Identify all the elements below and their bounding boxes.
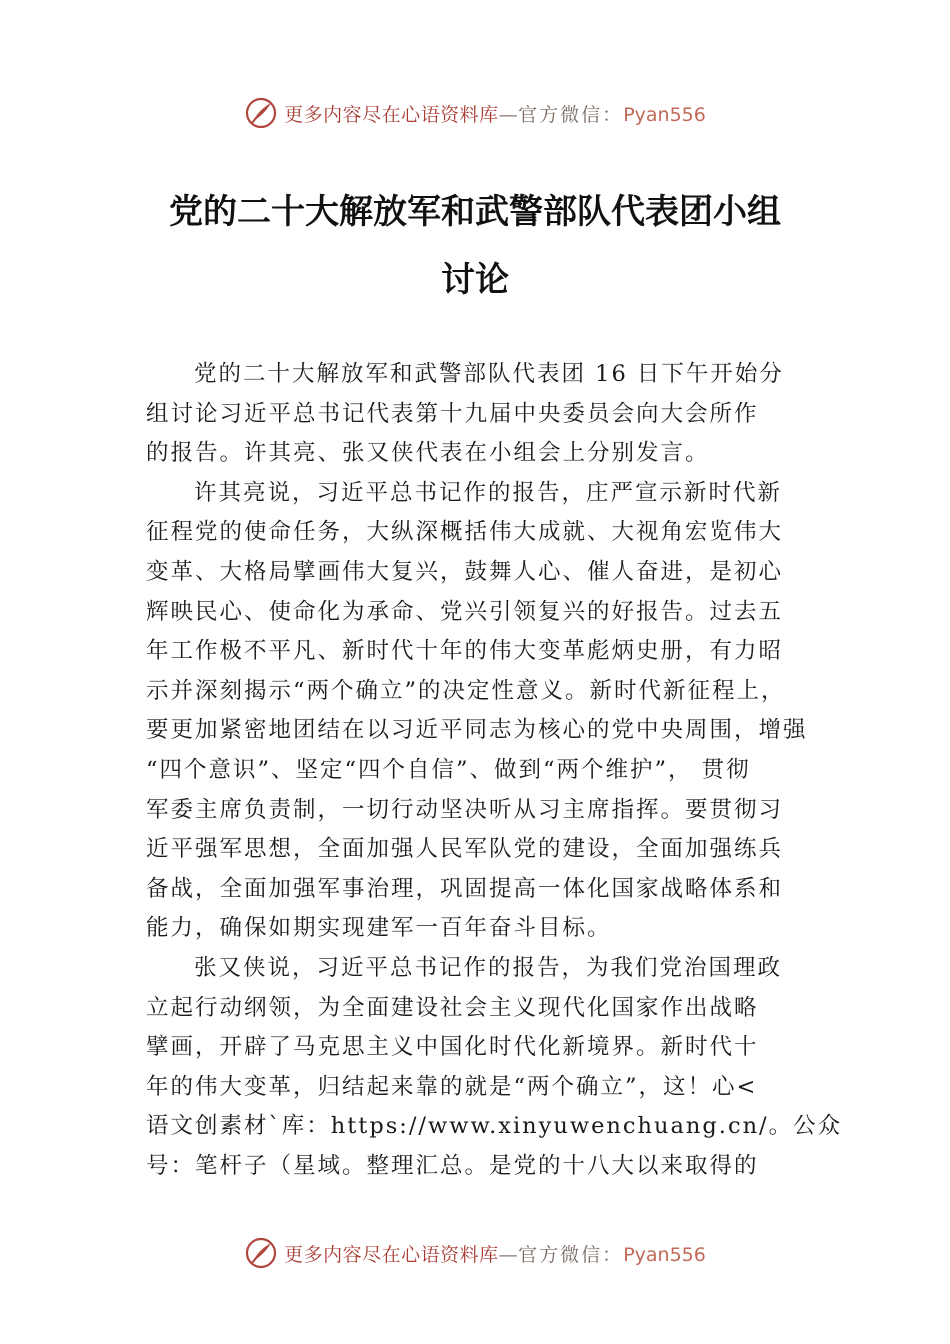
body-line: 立起行动纲领，为全面建设社会主义现代化国家作出战略	[146, 994, 759, 1021]
body-line: 年工作极不平凡、新时代十年的伟大变革彪炳史册，有力昭	[146, 638, 784, 665]
body-line: 年的伟大变革，归结起来靠的就是“两个确立”，这！心<	[146, 1073, 758, 1100]
body-line: 张又侠说，习近平总书记作的报告，为我们党治国理政	[194, 954, 783, 981]
body-line: 辉映民心、使命化为承命、党兴引领复兴的好报告。过去五	[146, 598, 784, 625]
banner-separator: —	[498, 1243, 519, 1266]
body-line: 能力，确保如期实现建军一百年奋斗目标。	[146, 915, 612, 942]
header-banner	[0, 93, 950, 133]
body-line: 党的二十大解放军和武警部队代表团 16 日下午开始分	[194, 361, 784, 387]
banner-wechat-label: 官方微信：	[518, 103, 624, 126]
banner-account: Pyan556	[623, 1243, 706, 1266]
banner-account: Pyan556	[623, 103, 706, 126]
quill-pen-circle-icon	[244, 1236, 278, 1270]
body-line: 近平强军思想，全面加强人民军队党的建设，全面加强练兵	[146, 836, 784, 863]
banner-wechat-label: 官方微信：	[518, 1243, 624, 1266]
banner-separator: —	[498, 103, 519, 126]
body-line: 征程党的使命任务，大纵深概括伟大成就、大视角宏览伟大	[146, 519, 784, 546]
body-line: “四个意识”、坚定“四个自信”、做到“两个维护”， 贯彻	[146, 756, 751, 783]
body-line: 组讨论习近平总书记代表第十九届中央委员会向大会所作	[146, 400, 759, 427]
body-line: 号：笔杆子（星域。整理汇总。是党的十八大以来取得的	[146, 1152, 759, 1179]
body-line: 语文创素材`库：https://www.xinyuwenchuang.cn/。公众	[146, 1113, 843, 1140]
body-line: 要更加紧密地团结在以习近平同志为核心的党中央周围，增强	[146, 717, 808, 744]
body-line: 的报告。许其亮、张又侠代表在小组会上分别发言。	[146, 440, 710, 467]
title-line: 讨论	[441, 260, 509, 300]
body-line: 备战，全面加强军事治理，巩固提高一体化国家战略体系和	[146, 875, 784, 902]
banner-main-text: 更多内容尽在心语资料库	[284, 103, 499, 126]
banner-text	[284, 100, 706, 127]
body-line: 军委主席负责制，一切行动坚决听从习主席指挥。要贯彻习	[146, 796, 784, 823]
article-title	[120, 178, 830, 314]
article-body	[146, 355, 843, 1186]
body-line: 示并深刻揭示“两个确立”的决定性意义。新时代新征程上，	[146, 677, 786, 704]
banner-main-text: 更多内容尽在心语资料库	[284, 1243, 499, 1266]
body-line: 擘画，开辟了马克思主义中国化时代化新境界。新时代十	[146, 1034, 759, 1061]
title-line: 党的二十大解放军和武警部队代表团小组	[169, 192, 781, 232]
banner-text	[284, 1240, 706, 1267]
body-line: 许其亮说，习近平总书记作的报告，庄严宣示新时代新	[194, 479, 783, 506]
quill-pen-circle-icon	[244, 96, 278, 130]
body-line: 变革、大格局擘画伟大复兴，鼓舞人心、催人奋进，是初心	[146, 558, 784, 585]
footer-banner	[0, 1233, 950, 1273]
